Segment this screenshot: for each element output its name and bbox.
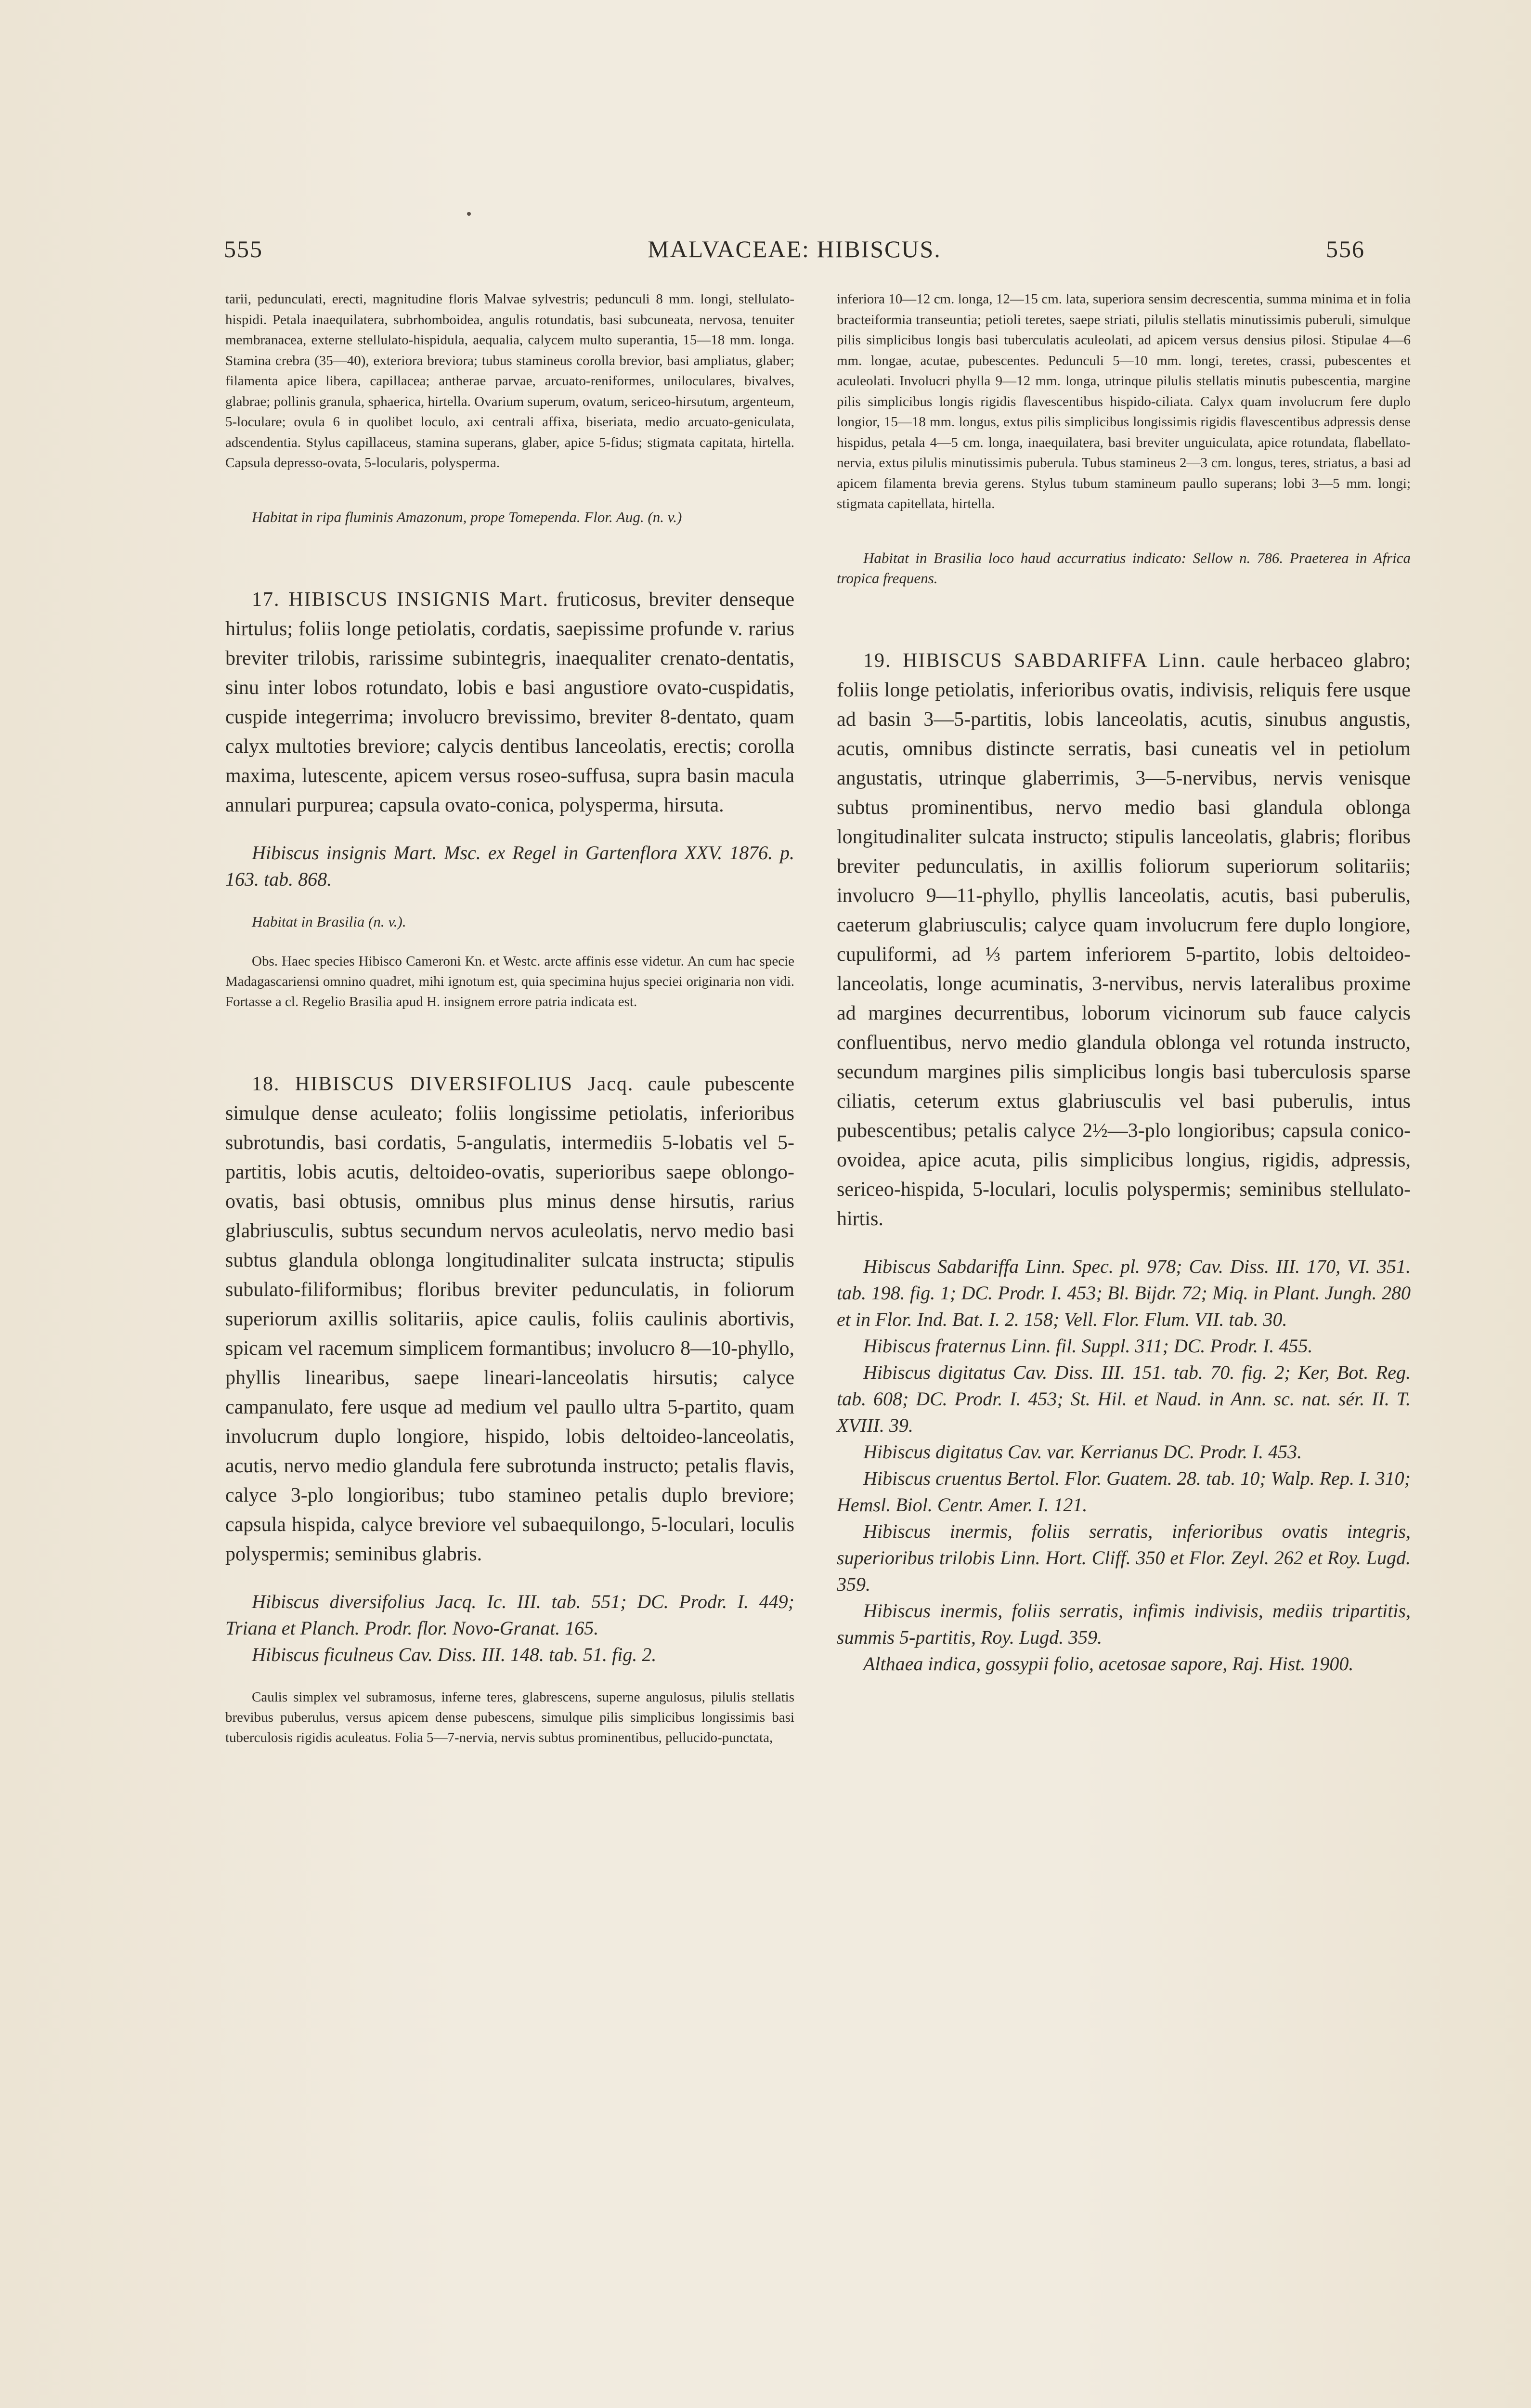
- species-18-text: caule pubescente simulque dense aculeato; foliis longissime petiolatis, inferioribus subrotundis, basi cordatis, 5-angulatis, intermediis 5-lobatis vel 5-partitis, lobis acutis, deltoideo-ovatis, superioribus saepe oblongo-ovatis, basi obtusis, omnibus plus minus dense hirsutis, rarius glabriusculis, subtus secundum nervos aculeolatis, nervo medio basi subtus glandula oblonga longitudinaliter sulcata instructa; stipulis subulato-filiformibus; floribus breviter pedunculatis, in foliorum superiorum axillis solitariis, apice caulis, foliis caulinis abortivis, spicam vel racemum simplicem formantibus; involucro 8—10-phyllo, phyllis linearibus, saepe lineari-lanceolatis hirsutis; calyce campanulato, fere usque ad medium vel paullo ultra 5-partito, quam involucrum duplo longiore, hispido, lobis deltoideo-lanceolatis, acutis, nervo medio glandula fere subrotunda instructo; petalis flavis, calyce 3-plo longioribus; tubo stamineo petalis duplo breviore; capsula hispida, calyce breviore vel subaequilongo, 5-loculari, loculis polyspermis; seminibus glabris.: [225, 1073, 794, 1565]
- species-19-citation-5: Hibiscus cruentus Bertol. Flor. Guatem. 28. tab. 10; Walp. Rep. I. 310; Hemsl. Biol. Centr. Amer. I. 121.: [837, 1467, 1411, 1516]
- description-continued-right: inferiora 10—12 cm. longa, 12—15 cm. lata, superiora sensim decrescentia, summa minima et in folia bracteiformia transeuntia; petioli teretes, saepe striati, pilulis stellatis minutissimis puberuli, simulque pilis simplicibus longis basi tuberculatis aculeolati, ad apicem versus densius pilosi. Stipulae 4—6 mm. longae, acutae, pubescentes. Pedunculi 5—10 mm. longi, teretes, crassi, pubescentes et aculeolati. Involucri phylla 9—12 mm. longa, utrinque pilulis stellatis minutis pubescentia, margine pilis simplicibus longis rigidis flavescentibus hispido-ciliata. Calyx quam involucrum fere duplo longior, 15—18 mm. longus, extus pilis simplicibus longissimis rigidis flavescentibus adpressis dense hispidus, petala 4—5 cm. longa, inaequilatera, basi breviter unguiculata, apice rotundata, flabellato-nervia, extus pilulis minutissimis puberula. Tubus stamineus 2—3 cm. longus, teres, striatus, a basi ad apicem filamenta brevia gerens. Stylus tubum stamineum paullo superans; lobi 3—5 mm. longi; stigmata capitellata, hirtella.: [837, 291, 1411, 511]
- species-19-citation-8: Althaea indica, gossypii folio, acetosae sapore, Raj. Hist. 1900.: [863, 1652, 1354, 1675]
- species-18-citation-1: Hibiscus diversifolius Jacq. Ic. III. tab. 551; DC. Prodr. I. 449; Triana et Planch. Prodr. flor. Novo-Granat. 165.: [225, 1590, 794, 1639]
- species-19-text: caule herbaceo glabro; foliis longe petiolatis, inferioribus ovatis, indivisis, reliquis fere usque ad basin 3—5-partitis, lobis lanceolatis, acutis, sinubus angustis, acutis, omnibus distincte serratis, basi cuneatis vel in petiolum angustatis, utrinque glaberrimis, 3—5-nervibus, nervis venisque subtus prominentibus, nervo medio basi glandula oblonga longitudinaliter sulcata instructo; stipulis lanceolatis, glabris; floribus breviter pedunculatis, in axillis foliorum superiorum solitariis; involucro 9—11-phyllo, phyllis lanceolatis, acutis, basi puberulis, caeterum glabriusculis; calyce quam involucrum fere duplo longiore, cupuliformi, ad ⅓ partem inferiorem 5-partito, lobis deltoideo-lanceolatis, longe acuminatis, 3-nervibus, nervis lateralibus proxime ad margines decurrentibus, loborum vicinorum sub fauce calycis confluentibus, nervo medio glandula oblonga vel rotunda instructo, secundum margines pilis simplicibus longis basi tuberculosis sparse ciliatis, ceterum extus glabriusculis vel basi puberulis, intus pubescentibus; petalis calyce 2½—3-plo longioribus; capsula conico-ovoidea, apice acuta, pilis simplicibus longius, rigidis, adpressis, sericeo-hispida, 5-loculari, loculis polyspermis; seminibus stellulato-hirtis.: [837, 649, 1411, 1230]
- species-18-description: Caulis simplex vel subramosus, inferne teres, glabrescens, superne angulosus, pilulis stellatis brevibus puberulus, versus apicem dense pubescens, simulque pilis simplicibus longissimis basi tuberculosis rigidis aculeatus. Folia 5—7-nervia, nervis subtus prominentibus, pellucido-punctata,: [225, 1689, 794, 1745]
- species-17-title: 17. HIBISCUS INSIGNIS Mart.: [252, 588, 549, 611]
- species-19-diagnosis: [837, 646, 1411, 1234]
- species-19-citation-7: Hibiscus inermis, foliis serratis, infimis indivisis, mediis tripartitis, summis 5-partitis, Roy. Lugd. 359.: [837, 1599, 1411, 1648]
- species-19-citation-3: Hibiscus digitatus Cav. Diss. III. 151. tab. 70. fig. 2; Ker, Bot. Reg. tab. 608; DC. Prodr. I. 453; St. Hil. et Naud. in Ann. sc. nat. sér. II. T. XVIII. 39.: [837, 1361, 1411, 1436]
- species-19-citation-2: Hibiscus fraternus Linn. fil. Suppl. 311; DC. Prodr. I. 455.: [863, 1335, 1313, 1357]
- species-19-title: 19. HIBISCUS SABDARIFFA Linn.: [863, 649, 1207, 672]
- page-number-right: 556: [1326, 236, 1365, 262]
- species-17-citation: Hibiscus insignis Mart. Msc. ex Regel in Gartenflora XXV. 1876. p. 163. tab. 868.: [225, 841, 794, 890]
- species-19-citation-6: Hibiscus inermis, foliis serratis, inferioribus ovatis integris, superioribus trilobis Linn. Hort. Cliff. 350 et Flor. Zeyl. 262 et Roy. Lugd. 359.: [837, 1520, 1411, 1595]
- right-column: [837, 289, 1411, 1677]
- species-17-habitat: Habitat in Brasilia (n. v.).: [252, 913, 406, 930]
- running-header: [224, 235, 1365, 269]
- species-18-diagnosis: [225, 1070, 794, 1569]
- species-18-title: 18. HIBISCUS DIVERSIFOLIUS Jacq.: [252, 1073, 634, 1095]
- species-17-text: fruticosus, breviter denseque hirtulus; foliis longe petiolatis, cordatis, saepissime profunde v. rarius breviter trilobis, rarissime subintegris, inaequaliter crenato-dentatis, sinu inter lobos rotundato, lobis e basi angustiore ovato-cuspidatis, cuspide integerrima; involucro brevissimo, breviter 8-dentato, quam calyx multoties breviore; calycis dentibus lanceolatis, erectis; corolla maxima, lutescente, apicem versus roseo-suffusa, supra basin macula annulari purpurea; capsula ovato-conica, polysperma, hirsuta.: [225, 588, 794, 816]
- species-19-citation-1: Hibiscus Sabdariffa Linn. Spec. pl. 978; Cav. Diss. III. 170, VI. 351. tab. 198. fig. 1; DC. Prodr. I. 453; Bl. Bijdr. 72; Miq. in Plant. Jungh. 280 et in Flor. Ind. Bat. I. 2. 158; Vell. Flor. Flum. VII. tab. 30.: [837, 1255, 1411, 1330]
- species-18-habitat: Habitat in Brasilia loco haud accurratius indicato: Sellow n. 786. Praeterea in Africa tropica frequens.: [837, 549, 1411, 587]
- ink-speck: [467, 212, 471, 216]
- species-17-diagnosis: [225, 585, 794, 820]
- habitat-note: Habitat in ripa fluminis Amazonum, prope Tomependa. Flor. Aug. (n. v.): [252, 508, 682, 525]
- species-19-citation-4: Hibiscus digitatus Cav. var. Kerrianus DC. Prodr. I. 453.: [863, 1440, 1302, 1463]
- species-18-citation-2: Hibiscus ficulneus Cav. Diss. III. 148. tab. 51. fig. 2.: [252, 1643, 657, 1665]
- page-number-left: 555: [224, 236, 263, 262]
- description-continued: tarii, pedunculati, erecti, magnitudine floris Malvae sylvestris; pedunculi 8 mm. longi, stellulato-hispidi. Petala inaequilatera, subrhomboidea, angulis rotundatis, basi subcuneata, nervosa, tenuiter membranacea, externe stellulato-hispidula, aequalia, calycem multo superantia, 15—18 mm. longa. Stamina crebra (35—40), exteriora breviora; tubus stamineus corolla brevior, basi ampliatus, glaber; filamenta apice libera, capillacea; antherae parvae, arcuato-reniformes, uniloculares, bivalves, glabrae; pollinis granula, sphaerica, hirtella. Ovarium superum, ovatum, sericeo-hirsutum, argenteum, 5-loculare; ovula 6 in quolibet loculo, axi centrali affixa, biseriata, medio arcuato-geniculata, adscendentia. Stylus capillaceus, stamina superans, glaber, apice 5-fidus; stigmata capitata, hirtella. Capsula depresso-ovata, 5-locularis, polysperma.: [225, 291, 794, 471]
- running-title: MALVACEAE: HIBISCUS.: [648, 236, 941, 262]
- species-17-observation: Obs. Haec species Hibisco Cameroni Kn. et Westc. arcte affinis esse videtur. An cum hac specie Madagascariensi omnino quadret, mihi ignotum est, quia specimina hujus speciei originaria non vidi. Fortasse a cl. Regelio Brasilia apud H. insignem errore patria indicata est.: [225, 953, 794, 1009]
- left-column: [225, 289, 794, 1748]
